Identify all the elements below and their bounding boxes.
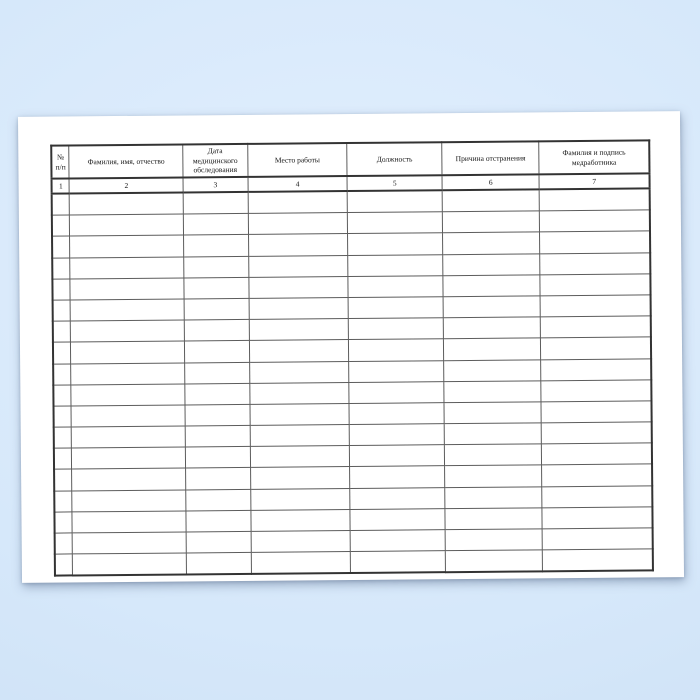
empty-cell: [186, 510, 251, 532]
empty-cell: [445, 486, 543, 508]
empty-cell: [186, 553, 251, 575]
empty-cell: [540, 274, 650, 296]
empty-cell: [54, 427, 72, 448]
empty-cell: [70, 278, 184, 300]
empty-cell: [184, 320, 249, 342]
empty-cell: [186, 531, 251, 553]
empty-cell: [72, 490, 186, 512]
empty-cell: [543, 528, 653, 550]
empty-cell: [71, 299, 185, 321]
empty-cell: [52, 258, 70, 279]
empty-cell: [349, 318, 444, 340]
empty-cell: [541, 316, 651, 338]
empty-cell: [443, 253, 541, 275]
empty-cell: [70, 214, 184, 236]
empty-cell: [445, 550, 543, 573]
empty-cell: [444, 359, 542, 381]
empty-cell: [444, 423, 542, 445]
document-page: [18, 111, 684, 583]
empty-cell: [444, 444, 542, 466]
empty-cell: [249, 297, 349, 319]
column-number-cell: 6: [442, 174, 540, 190]
empty-cell: [540, 295, 650, 317]
empty-cell: [349, 339, 444, 361]
empty-cell: [71, 341, 185, 363]
empty-cell: [185, 404, 250, 426]
empty-cell: [541, 337, 651, 359]
table-body: [52, 188, 653, 576]
empty-cell: [54, 448, 72, 469]
column-number-cell: 2: [69, 177, 183, 193]
empty-cell: [54, 491, 72, 512]
empty-cell: [249, 319, 349, 341]
empty-cell: [542, 422, 652, 444]
empty-cell: [443, 317, 541, 339]
empty-cell: [542, 464, 652, 486]
column-number-cell: 7: [539, 173, 649, 189]
empty-cell: [55, 554, 73, 576]
empty-cell: [248, 191, 348, 214]
column-header-suspension-reason: Причина отстранения: [442, 141, 540, 175]
empty-cell: [73, 532, 187, 554]
empty-cell: [349, 360, 444, 382]
empty-cell: [54, 469, 72, 490]
empty-cell: [70, 235, 184, 257]
empty-cell: [351, 530, 446, 552]
empty-cell: [249, 361, 349, 383]
empty-cell: [444, 402, 542, 424]
empty-cell: [186, 468, 251, 490]
empty-cell: [73, 553, 187, 576]
empty-cell: [250, 488, 350, 510]
empty-cell: [250, 467, 350, 489]
empty-cell: [71, 320, 185, 342]
empty-cell: [52, 236, 70, 257]
empty-cell: [52, 279, 70, 300]
empty-cell: [540, 231, 650, 253]
empty-cell: [251, 531, 351, 553]
empty-cell: [443, 338, 541, 360]
empty-cell: [442, 232, 540, 254]
empty-cell: [53, 363, 71, 384]
empty-cell: [542, 443, 652, 465]
column-header-medworker-signature: Фамилия и подпись медработника: [539, 140, 649, 174]
empty-cell: [72, 447, 186, 469]
empty-cell: [348, 190, 443, 213]
empty-cell: [349, 403, 444, 425]
empty-cell: [250, 425, 350, 447]
column-number-cell: 4: [248, 176, 348, 192]
empty-cell: [350, 508, 445, 530]
empty-cell: [350, 487, 445, 509]
empty-cell: [542, 486, 652, 508]
empty-cell: [52, 193, 70, 215]
empty-cell: [248, 213, 348, 235]
table-header-row: [51, 140, 649, 178]
empty-cell: [249, 382, 349, 404]
empty-cell: [54, 512, 72, 533]
empty-cell: [186, 489, 251, 511]
empty-cell: [54, 406, 72, 427]
empty-cell: [348, 254, 443, 276]
empty-cell: [184, 277, 249, 299]
empty-cell: [540, 210, 650, 232]
empty-cell: [250, 446, 350, 468]
empty-cell: [540, 252, 650, 274]
empty-cell: [71, 405, 185, 427]
empty-cell: [70, 192, 184, 215]
empty-cell: [249, 340, 349, 362]
empty-cell: [53, 385, 71, 406]
empty-cell: [184, 256, 249, 278]
column-header-position: Должность: [347, 142, 442, 176]
empty-cell: [248, 255, 348, 277]
empty-cell: [184, 341, 249, 363]
column-header-exam-date: Дата медицинского обследования: [183, 144, 248, 178]
empty-cell: [350, 424, 445, 446]
empty-cell: [349, 297, 444, 319]
empty-cell: [248, 234, 348, 256]
empty-cell: [444, 465, 542, 487]
empty-cell: [250, 403, 350, 425]
empty-cell: [71, 384, 185, 406]
empty-cell: [185, 447, 250, 469]
medical-suspension-log-table: [50, 139, 654, 577]
empty-cell: [55, 533, 73, 554]
empty-cell: [53, 321, 71, 342]
empty-cell: [348, 275, 443, 297]
empty-cell: [185, 383, 250, 405]
empty-cell: [185, 425, 250, 447]
empty-cell: [185, 362, 250, 384]
empty-cell: [184, 298, 249, 320]
column-header-workplace: Место работы: [247, 143, 347, 177]
column-number-cell: 3: [183, 177, 248, 193]
empty-cell: [443, 275, 541, 297]
empty-cell: [184, 235, 249, 257]
empty-cell: [53, 300, 71, 321]
empty-cell: [540, 188, 650, 211]
empty-cell: [541, 401, 651, 423]
column-header-full-name: Фамилия, имя, отчество: [69, 144, 183, 178]
column-number-cell: 5: [347, 175, 442, 191]
empty-cell: [53, 342, 71, 363]
empty-cell: [70, 257, 184, 279]
empty-cell: [543, 549, 653, 572]
empty-cell: [348, 233, 443, 255]
empty-cell: [541, 358, 651, 380]
column-number-cell: 1: [52, 178, 70, 193]
empty-cell: [350, 466, 445, 488]
empty-cell: [52, 215, 70, 236]
empty-cell: [72, 426, 186, 448]
empty-cell: [72, 511, 186, 533]
empty-cell: [183, 192, 248, 214]
empty-cell: [350, 445, 445, 467]
empty-cell: [442, 211, 540, 233]
empty-cell: [249, 276, 349, 298]
empty-cell: [71, 362, 185, 384]
empty-cell: [72, 468, 186, 490]
empty-cell: [348, 212, 443, 234]
table-row: [55, 549, 653, 576]
empty-cell: [542, 507, 652, 529]
empty-cell: [541, 380, 651, 402]
empty-cell: [349, 381, 444, 403]
empty-cell: [444, 381, 542, 403]
empty-cell: [351, 551, 446, 574]
empty-cell: [445, 508, 543, 530]
empty-cell: [251, 509, 351, 531]
empty-cell: [183, 214, 248, 236]
empty-cell: [251, 552, 351, 575]
empty-cell: [443, 296, 541, 318]
column-header-row-number: № п/п: [51, 145, 69, 178]
empty-cell: [442, 189, 540, 212]
empty-cell: [445, 529, 543, 551]
